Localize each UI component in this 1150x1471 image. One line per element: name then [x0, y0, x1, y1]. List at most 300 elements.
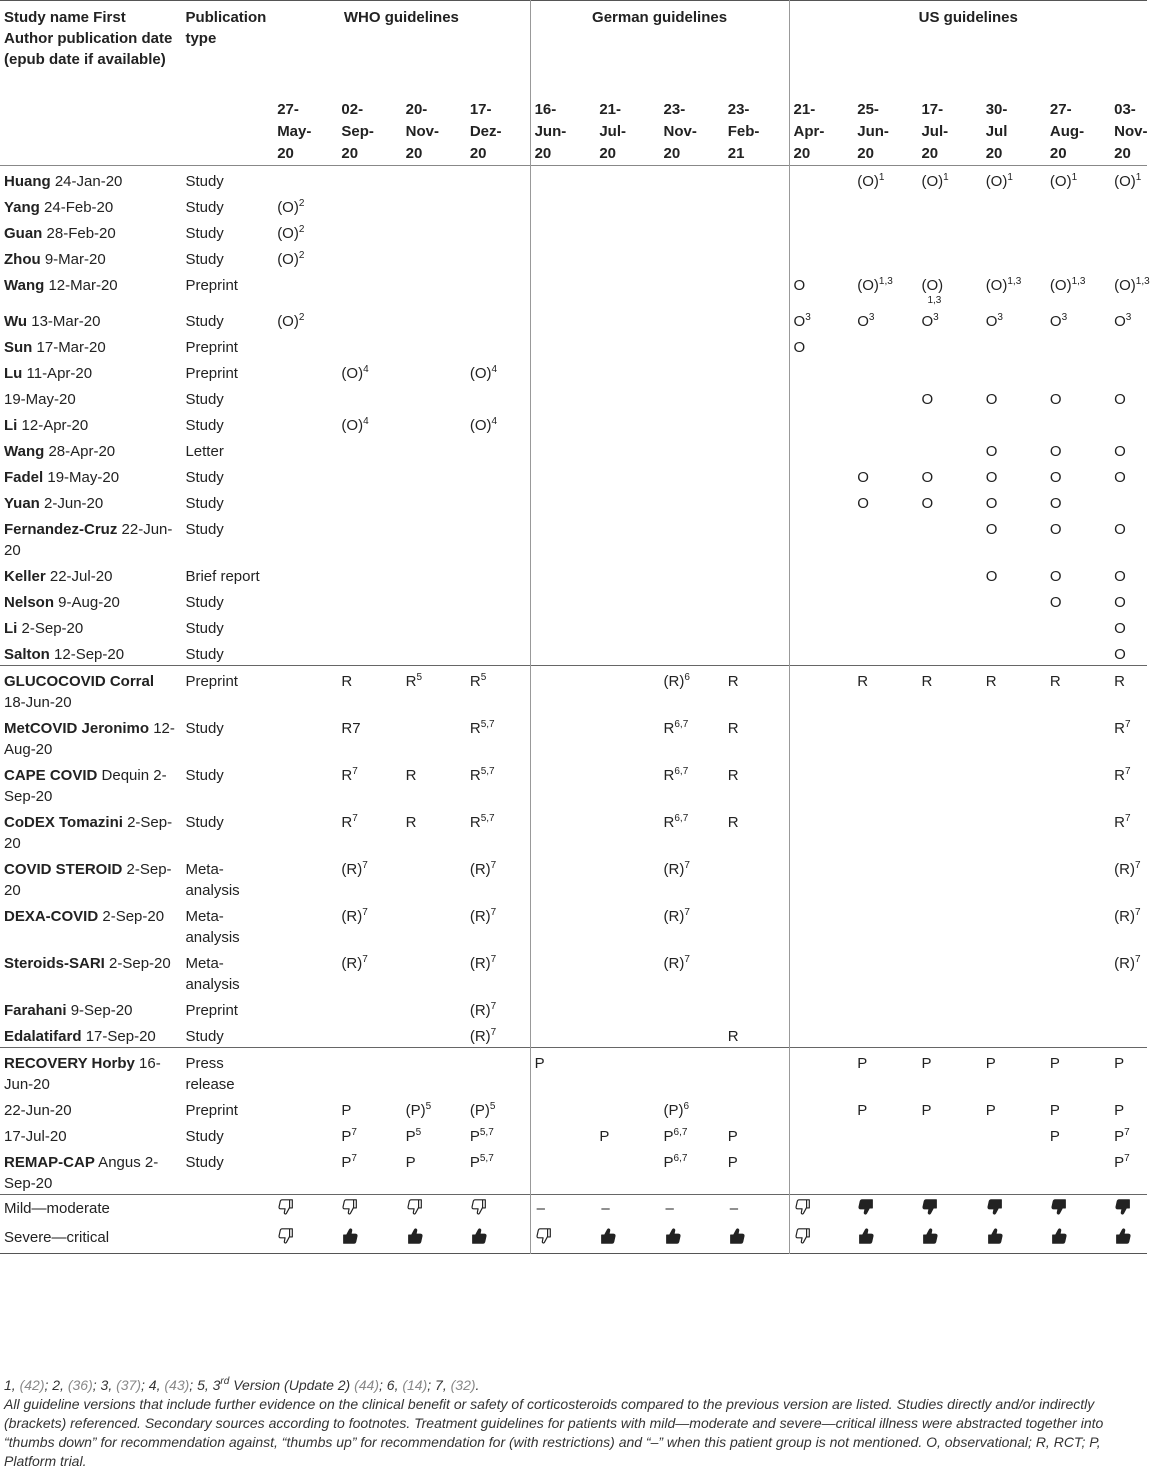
evidence-cell [273, 713, 337, 760]
evidence-cell [1110, 854, 1147, 901]
evidence-mark: P [405, 1154, 416, 1171]
evidence-cell [853, 306, 917, 332]
evidence-cell [530, 807, 595, 854]
evidence-cell [1110, 306, 1147, 332]
evidence-cell [982, 561, 1046, 587]
study-date: 22-Jul-20 [45, 568, 113, 585]
table-row [0, 561, 1147, 587]
evidence-cell [1110, 901, 1147, 948]
study-name: CoDEX Tomazini [4, 814, 123, 831]
evidence-cell [273, 1021, 337, 1048]
evidence-mark: P [727, 1154, 738, 1171]
evidence-cell [595, 713, 659, 760]
evidence-cell [1046, 901, 1110, 948]
evidence-cell [660, 807, 724, 854]
evidence-cell [660, 270, 724, 306]
evidence-cell [1046, 488, 1110, 514]
evidence-footnote: 1 [943, 172, 949, 183]
evidence-cell [466, 1048, 530, 1096]
date-header [724, 95, 789, 166]
evidence-cell [1046, 854, 1110, 901]
evidence-mark: (P) [405, 1102, 426, 1119]
evidence-footnote: 3 [997, 312, 1003, 323]
evidence-cell [1110, 587, 1147, 613]
evidence-mark: P [1049, 1128, 1060, 1145]
study-name-cell [0, 384, 181, 410]
evidence-cell [853, 1121, 917, 1147]
study-name: Yuan [4, 495, 40, 512]
evidence-footnote: 7 [352, 813, 358, 824]
evidence-cell [402, 854, 466, 901]
study-name-cell [0, 166, 181, 193]
evidence-mark: (R) [469, 1002, 491, 1019]
date-part: May- [277, 123, 312, 140]
summary-row [0, 1224, 1147, 1254]
evidence-mark: O [1049, 521, 1062, 538]
evidence-mark: R [469, 767, 481, 784]
evidence-cell [466, 639, 530, 666]
evidence-cell [595, 854, 659, 901]
evidence-cell [337, 488, 401, 514]
evidence-cell [1046, 1095, 1110, 1121]
evidence-mark: P [341, 1128, 352, 1145]
evidence-cell [917, 1095, 981, 1121]
evidence-mark: O [985, 469, 998, 486]
evidence-cell [853, 854, 917, 901]
summary-cell [917, 1224, 981, 1254]
footnote-separator: . [475, 1377, 480, 1393]
evidence-footnote: 1 [878, 172, 885, 183]
summary-cell [1046, 1224, 1110, 1254]
citation-link[interactable]: (36) [67, 1377, 93, 1393]
evidence-cell [402, 1021, 466, 1048]
evidence-cell [917, 488, 981, 514]
evidence-cell [402, 332, 466, 358]
study-name: Zhou [4, 251, 41, 268]
evidence-cell [789, 948, 853, 995]
evidence-cell [466, 666, 530, 714]
evidence-cell [402, 436, 466, 462]
evidence-cell [724, 192, 789, 218]
evidence-cell [660, 462, 724, 488]
evidence-cell [402, 1147, 466, 1195]
evidence-cell [853, 436, 917, 462]
evidence-cell [917, 306, 981, 332]
study-name-cell [0, 613, 181, 639]
thumbs-up-icon [470, 1227, 488, 1245]
evidence-cell [337, 1021, 401, 1048]
evidence-footnote: 6,7 [674, 719, 689, 730]
table-row [0, 358, 1147, 384]
evidence-cell [982, 995, 1046, 1021]
evidence-mark: R [469, 814, 481, 831]
evidence-footnote: 2 [298, 312, 305, 323]
evidence-cell [789, 666, 853, 714]
evidence-cell [337, 995, 401, 1021]
date-header [789, 95, 853, 166]
evidence-cell [1046, 807, 1110, 854]
publication-type-cell: Study [185, 469, 224, 486]
evidence-cell [982, 218, 1046, 244]
evidence-mark: P [469, 1128, 480, 1145]
evidence-mark: (O) [1049, 173, 1072, 190]
citation-link[interactable]: (37) [116, 1377, 142, 1393]
evidence-cell [660, 760, 724, 807]
evidence-cell [273, 1147, 337, 1195]
evidence-cell [273, 436, 337, 462]
study-date: 2-Sep-20 [98, 908, 165, 925]
evidence-cell [982, 436, 1046, 462]
date-part: 20 [921, 145, 939, 162]
evidence-cell [337, 218, 401, 244]
evidence-cell [660, 166, 724, 193]
evidence-cell [1110, 384, 1147, 410]
evidence-cell [530, 760, 595, 807]
evidence-cell [1110, 1021, 1147, 1048]
evidence-cell [917, 410, 981, 436]
evidence-cell [273, 1121, 337, 1147]
study-date: Angus 2-Sep-20 [4, 1154, 159, 1192]
evidence-cell [1110, 807, 1147, 854]
table-row [0, 1147, 1147, 1195]
evidence-footnote: 7 [1124, 1127, 1130, 1138]
study-date: 24-Jan-20 [50, 173, 123, 190]
study-date: 9-Mar-20 [40, 251, 106, 268]
evidence-footnote: 6 [683, 1101, 690, 1112]
evidence-footnote: 4 [363, 416, 369, 427]
evidence-cell [724, 384, 789, 410]
date-part: 20 [793, 145, 811, 162]
evidence-cell [1046, 639, 1110, 666]
evidence-cell [595, 166, 659, 193]
evidence-cell [853, 410, 917, 436]
summary-cell [1046, 1195, 1110, 1225]
date-header [660, 95, 724, 166]
date-part: Sep- [341, 123, 374, 140]
table-row [0, 244, 1147, 270]
table-row [0, 332, 1147, 358]
evidence-cell [724, 514, 789, 561]
evidence-cell [402, 666, 466, 714]
evidence-cell [1110, 166, 1147, 193]
date-part: Jun- [534, 123, 567, 140]
thumbs-down-icon [794, 1198, 812, 1216]
evidence-cell [530, 306, 595, 332]
evidence-cell [660, 410, 724, 436]
study-name-cell [0, 854, 181, 901]
evidence-mark: O [1114, 594, 1126, 611]
evidence-cell [273, 192, 337, 218]
evidence-cell [917, 192, 981, 218]
evidence-cell [789, 306, 853, 332]
evidence-cell [660, 561, 724, 587]
study-name-cell [0, 713, 181, 760]
evidence-cell [530, 587, 595, 613]
evidence-footnote: 7 [362, 860, 368, 871]
date-header [273, 95, 337, 166]
evidence-cell [660, 948, 724, 995]
evidence-cell [273, 488, 337, 514]
evidence-cell [660, 1021, 724, 1048]
footnote-ref-label: 3, [100, 1377, 117, 1393]
evidence-cell [789, 1048, 853, 1096]
evidence-cell [853, 901, 917, 948]
evidence-footnote: 1 [1071, 172, 1078, 183]
evidence-cell [337, 1048, 401, 1096]
evidence-cell [402, 713, 466, 760]
evidence-cell [530, 854, 595, 901]
evidence-cell [402, 488, 466, 514]
table-footnote [4, 1376, 1144, 1471]
evidence-cell [917, 587, 981, 613]
evidence-mark: (R) [663, 955, 685, 972]
thumbs-down-icon [921, 1198, 939, 1216]
evidence-footnote: 3 [868, 312, 875, 323]
evidence-cell [595, 462, 659, 488]
evidence-mark: O [1049, 469, 1062, 486]
evidence-mark: (R) [469, 861, 491, 878]
evidence-cell [1110, 358, 1147, 384]
evidence-mark: (O) [1114, 277, 1136, 294]
evidence-cell [273, 218, 337, 244]
evidence-mark: P [1049, 1055, 1060, 1072]
evidence-cell [1110, 639, 1147, 666]
evidence-cell [917, 436, 981, 462]
study-name-cell [0, 436, 181, 462]
citation-link[interactable]: (44) [354, 1377, 379, 1393]
table-row [0, 270, 1147, 306]
evidence-cell [917, 639, 981, 666]
evidence-cell [853, 948, 917, 995]
evidence-cell [1110, 192, 1147, 218]
evidence-mark: P [921, 1055, 932, 1072]
evidence-cell [1046, 1121, 1110, 1147]
group-header-us: US guidelines [789, 1, 1147, 96]
evidence-cell [466, 358, 530, 384]
evidence-mark: P [985, 1102, 996, 1119]
evidence-cell [530, 436, 595, 462]
summary-cell [595, 1224, 659, 1254]
evidence-cell [402, 270, 466, 306]
publication-type-cell: Brief report [185, 568, 260, 585]
study-name-cell [0, 995, 181, 1021]
evidence-cell [595, 666, 659, 714]
study-name-cell [0, 901, 181, 948]
evidence-cell [853, 166, 917, 193]
evidence-cell [724, 166, 789, 193]
publication-type-cell: Study [185, 594, 224, 611]
evidence-cell [466, 462, 530, 488]
summary-cell [402, 1195, 466, 1225]
evidence-cell [917, 760, 981, 807]
footnote-separator: ; [379, 1377, 387, 1393]
summary-cell [337, 1195, 401, 1225]
evidence-cell [1110, 1121, 1147, 1147]
evidence-footnote: 5,7 [480, 813, 495, 824]
evidence-footnote: 3 [805, 312, 811, 323]
table-row [0, 854, 1147, 901]
study-date: 17-Jul-20 [4, 1128, 67, 1145]
citation-link[interactable]: (32) [450, 1377, 476, 1393]
evidence-cell [1046, 384, 1110, 410]
evidence-cell [1046, 166, 1110, 193]
evidence-cell [660, 332, 724, 358]
evidence-cell [724, 244, 789, 270]
evidence-mark: O [1049, 443, 1062, 460]
date-part: 02- [341, 101, 364, 118]
evidence-cell [789, 1021, 853, 1048]
study-name: Fernandez-Cruz [4, 521, 118, 538]
summary-cell [273, 1224, 337, 1254]
evidence-footnote: 7 [1124, 1153, 1130, 1164]
evidence-cell [466, 995, 530, 1021]
evidence-cell [273, 358, 337, 384]
evidence-cell [466, 561, 530, 587]
study-name-cell [0, 332, 181, 358]
evidence-mark: R [1114, 720, 1125, 737]
summary-cell [337, 1224, 401, 1254]
evidence-cell [853, 488, 917, 514]
summary-cell [724, 1195, 789, 1225]
evidence-mark: O [921, 391, 934, 408]
citation-link[interactable]: (14) [402, 1377, 428, 1393]
evidence-mark: R [1114, 767, 1125, 784]
evidence-cell [724, 488, 789, 514]
evidence-cell [1046, 436, 1110, 462]
evidence-mark: R [727, 720, 739, 737]
evidence-cell [853, 1021, 917, 1048]
evidence-cell [337, 1121, 401, 1147]
evidence-footnote: 5,7 [480, 766, 495, 777]
study-date: 2-Sep-20 [17, 620, 84, 637]
evidence-mark: O [1049, 313, 1062, 330]
evidence-cell [660, 854, 724, 901]
evidence-cell [466, 901, 530, 948]
study-name: REMAP-CAP [4, 1154, 95, 1171]
date-part: Jul [985, 123, 1008, 140]
date-part: 23- [727, 101, 750, 118]
evidence-cell [466, 854, 530, 901]
publication-type-cell: Study [185, 720, 224, 737]
evidence-cell [789, 462, 853, 488]
study-name-cell [0, 639, 181, 666]
evidence-cell [982, 1048, 1046, 1096]
evidence-cell [982, 384, 1046, 410]
table-row [0, 587, 1147, 613]
evidence-cell [402, 561, 466, 587]
evidence-cell [466, 436, 530, 462]
date-part: 20 [1049, 145, 1067, 162]
study-name-cell [0, 192, 181, 218]
evidence-cell [853, 760, 917, 807]
citation-link[interactable]: (43) [164, 1377, 190, 1393]
study-name-cell [0, 514, 181, 561]
evidence-cell [337, 854, 401, 901]
evidence-mark: R [727, 1028, 739, 1045]
evidence-cell [982, 901, 1046, 948]
evidence-cell [724, 666, 789, 714]
evidence-cell [402, 995, 466, 1021]
evidence-footnote: 1 [1135, 172, 1142, 183]
evidence-cell [530, 1147, 595, 1195]
summary-cell [724, 1224, 789, 1254]
evidence-cell [1046, 358, 1110, 384]
study-date: 17-Sep-20 [81, 1028, 156, 1045]
evidence-cell [724, 713, 789, 760]
evidence-footnote: 7 [351, 1153, 357, 1164]
evidence-cell [724, 1021, 789, 1048]
evidence-cell [466, 587, 530, 613]
evidence-cell [273, 166, 337, 193]
date-part: Jul- [921, 123, 949, 140]
evidence-mark: R [857, 673, 869, 690]
publication-type-cell: Preprint [181, 666, 273, 714]
evidence-cell [724, 1095, 789, 1121]
study-name-cell [0, 1095, 181, 1121]
publication-type-cell: Preprint [185, 1102, 238, 1119]
study-date: 24-Feb-20 [39, 199, 114, 216]
evidence-cell [530, 358, 595, 384]
thumbs-down-icon [1050, 1198, 1068, 1216]
citation-link[interactable]: (42) [19, 1377, 45, 1393]
evidence-cell [530, 901, 595, 948]
not-mentioned-dash: – [729, 1200, 739, 1217]
evidence-cell [789, 436, 853, 462]
evidence-cell [724, 1121, 789, 1147]
date-part: 20 [599, 145, 616, 162]
publication-type-cell: Study [185, 1128, 224, 1145]
evidence-cell [982, 166, 1046, 193]
evidence-cell [466, 807, 530, 854]
date-part: 20 [857, 145, 874, 162]
date-header [1110, 95, 1147, 166]
evidence-footnote: 7 [490, 907, 497, 918]
table-row [0, 488, 1147, 514]
summary-cell [789, 1195, 853, 1225]
thumbs-down-icon [857, 1198, 875, 1216]
publication-type-cell: Study [185, 1028, 224, 1045]
evidence-cell [853, 1048, 917, 1096]
evidence-mark: R [663, 720, 675, 737]
evidence-cell [595, 244, 659, 270]
publication-type-cell: Study [185, 225, 224, 242]
evidence-footnote: 7 [1124, 813, 1131, 824]
evidence-cell [1046, 561, 1110, 587]
table-row [0, 639, 1147, 666]
evidence-cell [917, 1048, 981, 1096]
evidence-cell [724, 760, 789, 807]
evidence-cell [853, 192, 917, 218]
evidence-cell [466, 1121, 530, 1147]
evidence-mark: R [921, 673, 933, 690]
evidence-cell [337, 561, 401, 587]
study-name-cell [0, 270, 181, 306]
evidence-cell [337, 358, 401, 384]
evidence-cell [530, 561, 595, 587]
evidence-cell [982, 244, 1046, 270]
evidence-cell [917, 995, 981, 1021]
evidence-cell [402, 358, 466, 384]
evidence-cell [595, 218, 659, 244]
evidence-mark: O [1049, 495, 1062, 512]
evidence-cell [530, 192, 595, 218]
publication-type-cell: Study [185, 521, 224, 538]
evidence-mark: (R) [663, 908, 685, 925]
evidence-mark: (O) [921, 277, 944, 294]
date-header [595, 95, 659, 166]
evidence-mark: O [921, 495, 934, 512]
study-name-cell [0, 488, 181, 514]
